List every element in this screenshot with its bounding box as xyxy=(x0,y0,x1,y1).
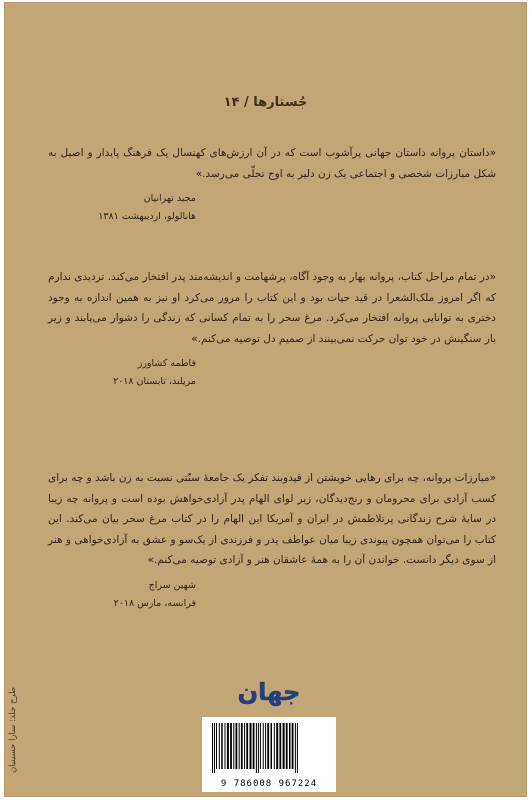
barcode-bar xyxy=(276,723,278,769)
barcode-bar xyxy=(239,723,240,769)
series-label: جُستارها / ۱۴ xyxy=(223,95,308,110)
quote-block-1 xyxy=(48,143,496,226)
quote-author: شهین سراج xyxy=(148,579,196,591)
barcode-bar xyxy=(260,723,261,769)
barcode-number: 9 786008 967224 xyxy=(220,779,318,789)
barcode-bar xyxy=(246,723,248,769)
barcode-bar xyxy=(216,723,217,769)
cover-designer-credit: طرح جلد: سارا حسینیان xyxy=(8,687,18,773)
barcode-bar xyxy=(227,723,229,769)
barcode-bar xyxy=(267,723,269,769)
barcode-bar xyxy=(263,723,264,769)
quote-place-date: فرانسه، مارس ۲۰۱۸ xyxy=(113,597,196,609)
quote-place-date: هانالولو، اردیبهشت ۱۳۸۱ xyxy=(98,211,196,222)
barcode-bar xyxy=(236,723,238,769)
barcode-bar xyxy=(225,723,226,769)
barcode-bar xyxy=(279,723,281,769)
barcode-bar xyxy=(297,723,298,773)
book-back-cover xyxy=(4,2,527,797)
barcode-bar xyxy=(219,723,220,769)
quote-author: فاطمه کشاورز xyxy=(137,358,196,369)
barcode-bar xyxy=(256,723,257,773)
barcode-bar xyxy=(230,723,232,769)
barcode xyxy=(202,717,336,792)
barcode-bar xyxy=(295,723,296,773)
barcode-bar xyxy=(233,723,234,769)
quote-author: مجید تهرانیان xyxy=(143,193,196,204)
barcode-bar xyxy=(212,723,213,773)
publisher-logo-text: جهان xyxy=(237,678,301,706)
quote-place-date: مریلند، تابستان ۲۰۱۸ xyxy=(113,376,196,387)
barcode-bar xyxy=(274,723,275,769)
barcode-bars xyxy=(210,723,328,773)
barcode-bar xyxy=(265,723,266,769)
quote-text: «مبارزات پروانه، چه برای رهایی خویشتن از قیدوبند تفکر یک جامعهٔ سنّتی نسبت به زن باشد و چه برای کسب آزادی برای محرومان و رنج‌دیدگان، زیر لوای الهام پدر آزادی‌خواهش بوده است و پروانه چه زیبا در سایهٔ شرح زندگانی پرتلاطمش در ایران و آمریکا این الهام را در کتاب مرغ سحر بیان می‌کند. این کتاب را می‌توان همچون پیوندی زیبا میان عواطف پدر و فرزندی از یک‌سو و عشق به آزادی‌خواهی و هنر از سوی دیگر دانست. خواندن آن را به همهٔ عاشقان هنر و آزادی توصیه می‌کنم.» xyxy=(48,472,496,566)
quote-block-3 xyxy=(48,468,496,613)
barcode-bar xyxy=(250,723,252,769)
barcode-bar xyxy=(258,723,259,773)
barcode-bar xyxy=(289,723,291,769)
barcode-bar xyxy=(253,723,255,769)
barcode-bar xyxy=(244,723,245,769)
barcode-bar xyxy=(292,723,294,769)
barcode-bar xyxy=(214,723,215,773)
quote-text: «داستان پروانه داستان جهانی پرآشوب است که در آن ارزش‌های کهنسال یک فرهنگ پایدار و اصیل به شکل مبارزات شخصی و اجتماعی یک زن دلیر به اوج تجلّی می‌رسد.» xyxy=(48,147,496,180)
barcode-bar xyxy=(221,723,223,769)
barcode-bar xyxy=(286,723,288,769)
publisher-logo xyxy=(209,674,329,710)
barcode-bar xyxy=(241,723,243,769)
barcode-bar xyxy=(283,723,285,769)
quote-text: «در تمام مراحل کتاب، پروانه بهار به وجود آگاه، پرشهامت و اندیشه‌مند پدر افتخار می‌کند. تردیدی ندارم که اگر امروز ملک‌الشعرا در قید حیات بود و این کتاب را مرور می‌کرد او نیز به همین اندازه به وجود دختری به توانایی پروانه افتخار می‌کرد. مرغ سحر را به تمام کسانی که زندگی را دشوار می‌یابند و زیر بار سنگینش در خود توان حرکت نمی‌بینند از صمیم دل توصیه می‌کنم.» xyxy=(48,271,496,345)
barcode-bar xyxy=(271,723,273,769)
quote-block-2 xyxy=(48,267,496,391)
